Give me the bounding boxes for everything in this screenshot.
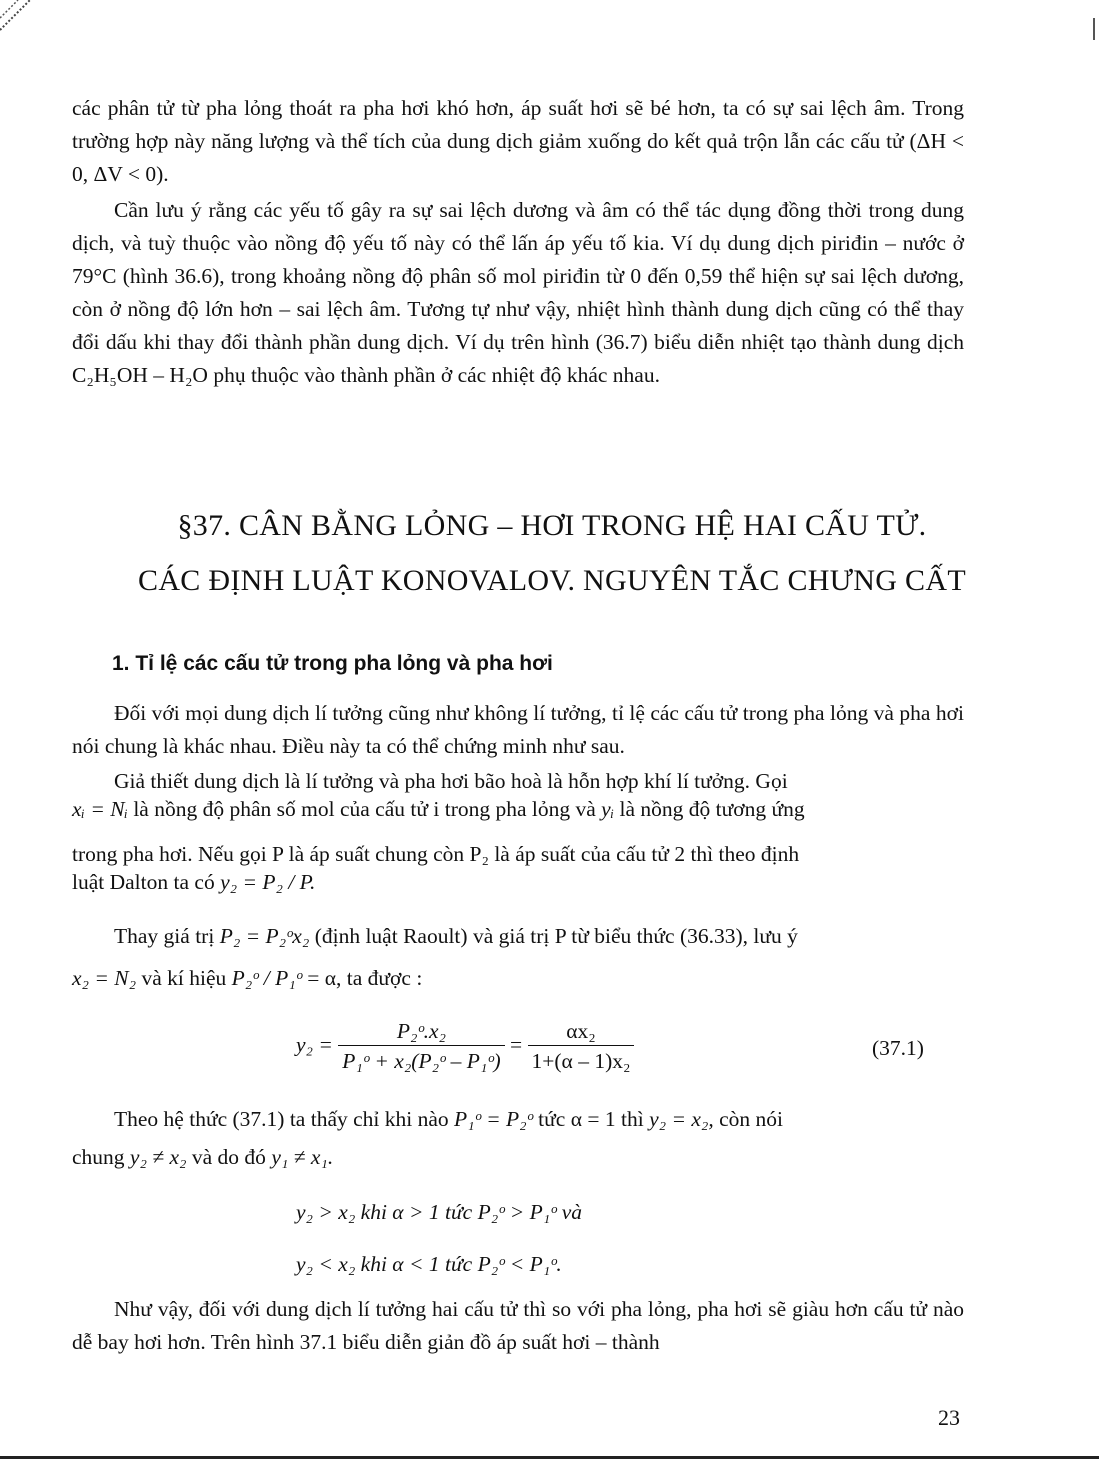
scan-stamp-icon [0,0,34,34]
paragraph-6-text-e: và do đó [191,1145,266,1169]
paragraph-6-text-c: còn nói [719,1107,784,1131]
paragraph-6-text-a: Theo hệ thức (37.1) ta thấy chỉ khi nào [114,1107,449,1131]
paragraph-5-line-1 [114,924,798,949]
paragraph-6-text-b: tức α = 1 thì [538,1107,644,1131]
equation-denominator-1: P₁ᵒ + x₂(P₂ᵒ – P₁ᵒ) [342,1049,501,1073]
section-heading-line-1: §37. CÂN BẰNG LỎNG – HƠI TRONG HỆ HAI CẤU TỬ. [177,509,927,542]
equation-label: (37.1) [872,1036,924,1060]
math-x2-n2: x₂ = N₂ [72,966,137,990]
equation-fraction-2 [528,1017,635,1076]
paragraph-3-text: Đối với mọi dung dịch lí tưởng cũng như không lí tưởng, tỉ lệ các cấu tử trong pha lỏng và pha hơi nói chung là khác nhau. Điều này ta có thể chứng minh như sau. [72,701,964,758]
condition-2: y₂ < x₂ khi α < 1 tức P₂ᵒ < P₁ᵒ. [296,1252,562,1276]
paragraph-4-line-3 [72,838,964,871]
math-y2-x2: y₂ = x₂, [649,1107,714,1131]
paragraph-4 [72,765,964,798]
equation-numerator-2: αx₂ [528,1017,635,1046]
paragraph-4-text-c: luật Dalton ta có [72,870,215,894]
paragraph-5-line-2 [72,966,422,991]
equation-lhs: y₂ = [296,1032,333,1057]
paragraph-6-line-1 [114,1107,783,1132]
section-heading-line-2: CÁC ĐỊNH LUẬT KONOVALOV. NGUYÊN TẮC CHƯNG CẤT [138,564,966,597]
paragraph-5-text-c: và kí hiệu [141,966,227,990]
math-p1-p2: P₁ᵒ = P₂ᵒ [454,1107,533,1131]
paragraph-4-line-2 [72,797,805,822]
scan-edge-mark [1093,18,1095,40]
paragraph-4-line-1: Giả thiết dung dịch là lí tưởng và pha hơi bão hoà là hỗn hợp khí lí tưởng. Gọi [114,769,788,793]
paragraph-3 [72,697,964,763]
paragraph-5-text-a: Thay giá trị [114,924,215,948]
paragraph-4-line-4 [72,870,315,895]
page-number: 23 [938,1405,960,1430]
paragraph-4-line-3-text: trong pha hơi. Nếu gọi P là áp suất chung còn P₂ là áp suất của cấu tử 2 thì theo định [72,842,800,866]
math-raoult: P₂ = P₂ᵒx₂ [219,924,310,948]
paragraph-2 [72,194,964,392]
paragraph-1 [72,92,964,191]
equation-37-1 [296,1017,634,1076]
paragraph-6-line-2 [72,1145,333,1170]
math-dalton: y₂ = P₂ / P. [220,870,316,894]
math-yi: yᵢ [601,797,615,821]
equation-numerator-1: P₂ᵒ.x₂ [338,1017,504,1046]
paragraph-6-text-d: chung [72,1145,125,1169]
paragraph-5-text-b: (định luật Raoult) và giá trị P từ biểu thức (36.33), lưu ý [314,924,798,948]
equation-fraction-1 [338,1017,504,1076]
equation-denominator-2: 1+(α – 1)x₂ [531,1049,631,1073]
math-p-ratio: P₂ᵒ / P₁ᵒ [231,966,302,990]
paragraph-5-text-d: = α, ta được : [307,966,423,990]
paragraph-1-text: các phân tử từ pha lỏng thoát ra pha hơi khó hơn, áp suất hơi sẽ bé hơn, ta có sự sai lệch âm. Trong trường hợp này năng lượng và thể tích của dung dịch giảm xuống do kết quả trộn lẫn các cấu tử (ΔH < 0, ΔV < 0). [72,96,964,186]
condition-1: y₂ > x₂ khi α > 1 tức P₂ᵒ > P₁ᵒ và [296,1200,583,1224]
subheading: 1. Tỉ lệ các cấu tử trong pha lỏng và pha hơi [112,652,553,675]
paragraph-2-text: Cần lưu ý rằng các yếu tố gây ra sự sai lệch dương và âm có thể tác dụng đồng thời trong dung dịch, và tuỳ thuộc vào nồng độ yếu tố này có thể lấn áp yếu tố kia. Ví dụ dung dịch piriđin – nước ở 79°C (hình 36.6), trong khoảng nồng độ phân số mol piriđin từ 0 đến 0,59 thể hiện sự sai lệch dương, còn ở nồng độ lớn hơn – sai lệch âm. Tương tự như vậy, nhiệt hình thành dung dịch cũng có thể thay đổi dấu khi thay đổi thành phần dung dịch. Ví dụ trên hình (36.7) biểu diễn nhiệt tạo thành dung dịch C₂H₅OH – H₂O phụ thuộc vào thành phần ở các nhiệt độ khác nhau. [72,198,964,387]
paragraph-4-text-a: là nồng độ phân số mol của cấu tử i trong pha lỏng và [133,797,596,821]
equation-equals: = [510,1032,523,1057]
paragraph-4-text-b: là nồng độ tương ứng [619,797,805,821]
paragraph-7 [72,1293,964,1359]
math-y2-neq-x2: y₂ ≠ x₂ [129,1145,187,1169]
math-xi-ni: xᵢ = Nᵢ [72,797,128,821]
paragraph-7-text: Như vậy, đối với dung dịch lí tưởng hai cấu tử thì so với pha lỏng, pha hơi sẽ giàu hơn cấu tử nào dễ bay hơi hơn. Trên hình 37.1 biểu diễn giản đồ áp suất hơi – thành [72,1297,964,1354]
math-y1-neq-x1: y₁ ≠ x₁. [271,1145,334,1169]
